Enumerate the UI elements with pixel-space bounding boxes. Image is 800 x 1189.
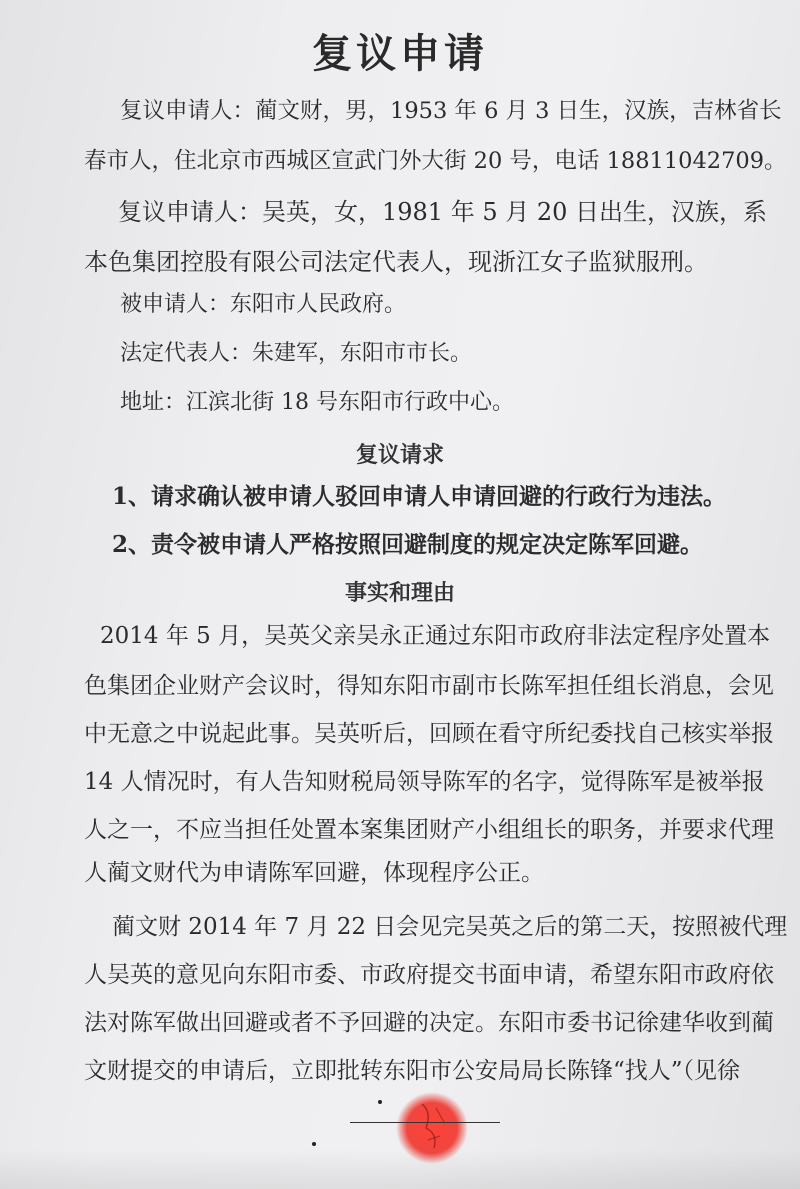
applicant2-line1: 复议申请人：吴英，女，1981 年 5 月 20 日出生，汉族，系 [118,198,768,226]
pen-dot [312,1142,316,1146]
document-title: 复议申请 [312,30,488,77]
requests-heading: 复议请求 [355,442,444,468]
para1-line: 色集团企业财产会议时，得知东阳市副市长陈军担任组长消息，会见 [84,673,774,699]
request-item-1: 1、请求确认被申请人驳回申请人申请回避的行政行为违法。 [112,483,727,510]
para1-line: 人蔺文财代为申请陈军回避，体现程序公正。 [84,860,544,886]
para1-line: 2014 年 5 月，吴英父亲吴永正通过东阳市政府非法定程序处置本 [100,623,771,649]
address-line: 地址：江滨北街 18 号东阳市行政中心。 [120,390,514,415]
applicant2-line2: 本色集团控股有限公司法定代表人，现浙江女子监狱服刑。 [84,248,708,276]
applicant1-line1: 复议申请人：蔺文财，男，1953 年 6 月 3 日生，汉族，吉林省长 [120,98,782,124]
para2-line: 文财提交的申请后，立即批转东阳市公安局局长陈锋“找人”（见徐 [84,1058,741,1084]
respondent-line: 被申请人：东阳市人民政府。 [120,292,407,317]
para2-line: 蔺文财 2014 年 7 月 22 日会见完吴英之后的第二天，按照被代理 [112,914,788,940]
para1-line: 人之一，不应当担任处置本案集团财产小组组长的职务，并要求代理 [84,817,774,843]
pen-dot [378,1100,382,1104]
para1-line: 中无意之中说起此事。吴英听后，回顾在看守所纪委找自己核实举报 [84,721,774,747]
para2-line: 人吴英的意见向东阳市委、市政府提交书面申请，希望东阳市政府依 [84,962,774,988]
facts-heading: 事实和理由 [344,580,455,606]
page-shadow [0,1149,800,1189]
applicant1-line2: 春市人，住北京市西城区宣武门外大街 20 号，电话 18811042709。 [84,148,787,174]
para1-line: 14 人情况时，有人告知财税局领导陈军的名字，觉得陈军是被举报 [84,769,765,795]
request-item-2: 2、责令被申请人严格按照回避制度的规定决定陈军回避。 [112,531,704,558]
legal-rep-line: 法定代表人：朱建军，东阳市市长。 [120,341,473,366]
para2-line: 法对陈军做出回避或者不予回避的决定。东阳市委书记徐建华收到蔺 [84,1010,774,1036]
signature-line [350,1122,500,1123]
